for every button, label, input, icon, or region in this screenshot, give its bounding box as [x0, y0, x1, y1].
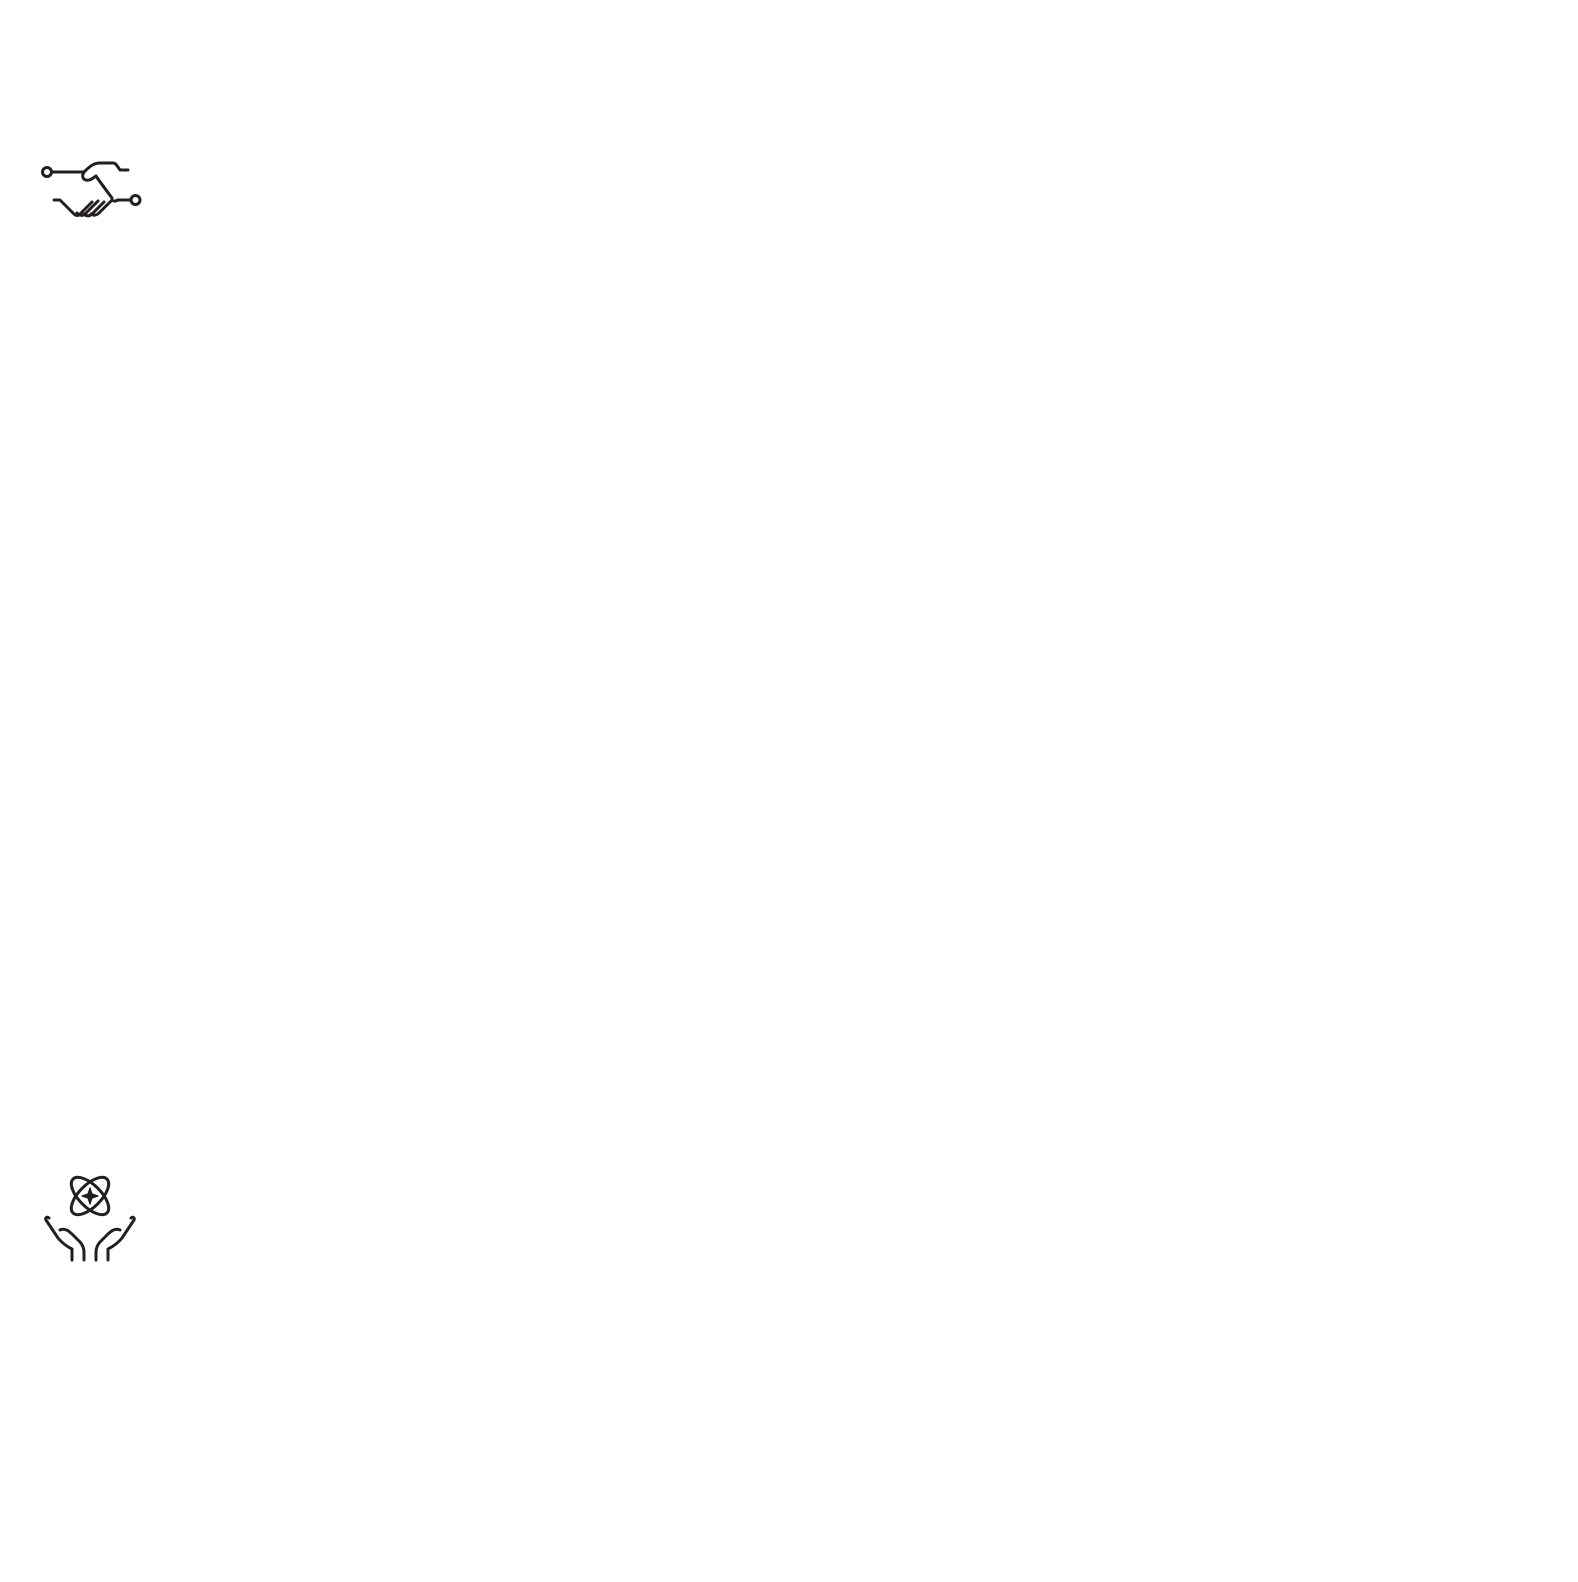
- handshake-icon: [38, 158, 146, 228]
- hands-holding-atom-icon: [40, 1168, 140, 1264]
